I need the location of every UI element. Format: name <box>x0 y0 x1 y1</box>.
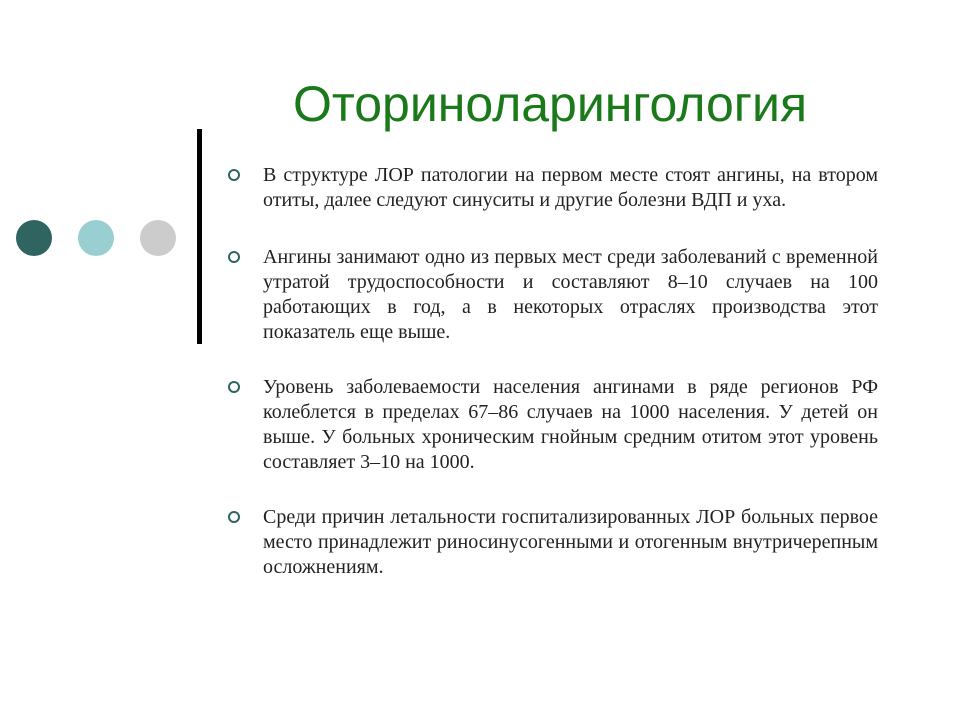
decorative-dot-gray <box>140 220 176 256</box>
decorative-dot-dark <box>16 220 52 256</box>
vertical-divider <box>197 129 202 344</box>
bullet-list <box>228 163 878 580</box>
bullet-text: Среди причин летальности госпитализированных ЛОР больных первое место принадлежит риносинусогенными и отогенным внутричерепным осложнениям. <box>263 506 878 578</box>
bullet-text: Ангины занимают одно из первых мест среди заболеваний с временной утратой трудоспособности и составляют 8–10 случаев на 100 работающих в год, а в некоторых отраслях производства этот показатель еще выше. <box>263 246 878 343</box>
bullet-item <box>228 245 878 345</box>
bullet-item <box>228 505 878 580</box>
bullet-circle-icon <box>228 381 240 393</box>
decorative-dot-light-teal <box>78 220 114 256</box>
bullet-text: В структуре ЛОР патологии на первом месте стоят ангины, на втором отиты, далее следуют синуситы и другие болезни ВДП и уха. <box>263 164 878 211</box>
bullet-circle-icon <box>228 169 240 181</box>
bullet-text: Уровень заболеваемости населения ангинами в ряде регионов РФ колеблется в пределах 67–86 случаев на 1000 населения. У детей он выше. У больных хроническим гнойным средним отитом этот уровень составляет 3–10 на 1000. <box>263 376 878 473</box>
bullet-circle-icon <box>228 251 240 263</box>
bullet-circle-icon <box>228 511 240 523</box>
bullet-item <box>228 163 878 213</box>
slide-title: Оториноларингология <box>292 76 808 132</box>
bullet-item <box>228 375 878 475</box>
